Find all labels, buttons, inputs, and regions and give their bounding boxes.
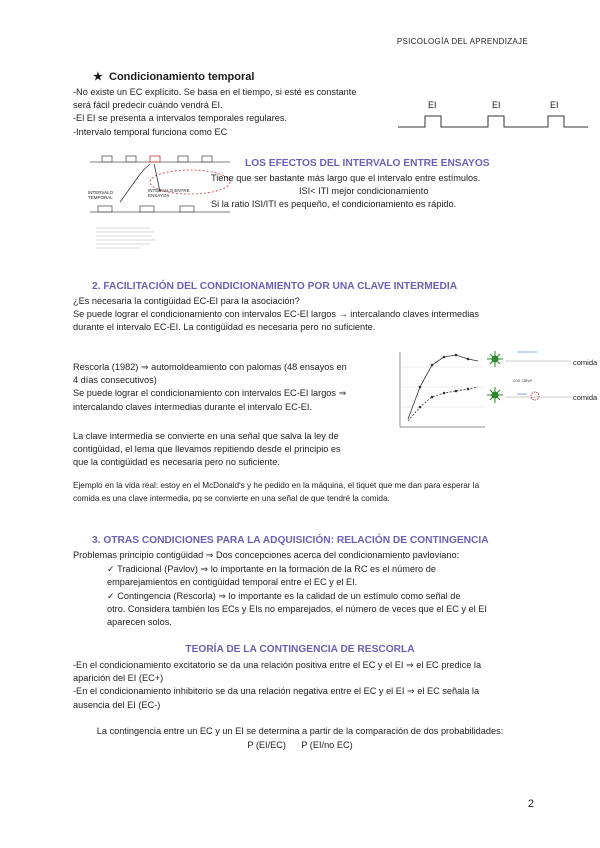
text-line: Rescorla (1982) ⇒ automoldeamiento con palomas (48 ensayos en bbox=[73, 362, 347, 372]
ei-timeline-diagram bbox=[398, 100, 588, 130]
ei-label: EI bbox=[492, 100, 501, 110]
text-line: que la contigüidad es necesaria pero no suficiente. bbox=[73, 457, 280, 468]
clave-body bbox=[73, 430, 383, 470]
text-line: será fácil predecir cuándo vendrá EI. bbox=[73, 100, 223, 111]
running-header: PSICOLOGÍA DEL APRENDIZAJE bbox=[396, 37, 528, 46]
food-label: comida bbox=[573, 358, 598, 367]
starburst-icon-top bbox=[487, 351, 503, 367]
figure-label-right: INTERVALO ENTRE ENSAYOS bbox=[148, 188, 190, 198]
text-line: Se puede lograr el condicionamiento con intervalos EC-EI largos → intercalando claves intermedias bbox=[73, 309, 479, 320]
text-line: -El EI se presenta a intervalos temporales regulares. bbox=[73, 113, 287, 124]
page-number: 2 bbox=[527, 798, 534, 810]
text-line: emparejamientos en contigüidad temporal entre el EC y el EI. bbox=[107, 577, 358, 588]
text-line: -En el condicionamiento inhibitorio se da una relación negativa entre el EC y el EI ⇒ el EC señala la bbox=[73, 686, 480, 697]
probabilities: P (EI/EC) P (EI/no EC) bbox=[247, 740, 353, 750]
efectos-title: LOS EFECTOS DEL INTERVALO ENTRE ENSAYOS bbox=[245, 158, 490, 169]
text-line: -En el condicionamiento excitatorio se da una relación positiva entre el EC y el EI ⇒ el EC predice la bbox=[73, 660, 482, 670]
text-line: Tiene que ser bastante más largo que el intervalo entre estímulos. bbox=[211, 173, 481, 183]
facilitacion-title: 2. FACILITACIÓN DEL CONDICIONAMIENTO POR UNA CLAVE INTERMEDIA bbox=[92, 281, 458, 292]
text-line: ✓ Tradicional (Pavlov) ⇒ lo importante en la formación de la RC es el número de bbox=[107, 564, 436, 574]
text-line: otro. Considera también los ECs y EIs no emparejados, el número de veces que el EC y el EI bbox=[107, 604, 487, 615]
diagram-caption: con clave bbox=[513, 378, 533, 383]
contingency-sentence: La contingencia entre un EC y un EI se determina a partir de la comparación de dos probabilidades: bbox=[96, 726, 504, 736]
text-line: Si la ratio ISI/ITI es pequeño, el condicionamiento es rápido. bbox=[211, 199, 457, 210]
text-line: Ejemplo en la vida real: estoy en el McDonald's y he pedido en la máquina, el tiquet que me dan para esperar la bbox=[73, 481, 480, 490]
temporal-body bbox=[73, 86, 393, 139]
ei-label: EI bbox=[550, 100, 559, 110]
text-line: aparecen solos. bbox=[107, 617, 172, 628]
otras-item-contingencia bbox=[107, 590, 537, 630]
text-line: 4 días consecutivos) bbox=[73, 375, 157, 386]
text-line: ausencia del EI (EC-) bbox=[73, 699, 161, 710]
food-label: comida bbox=[573, 393, 598, 402]
text-line: ✓ Contingencia (Rescorla) ⇒ lo importante es la calidad de un estímulo como señal de bbox=[107, 591, 461, 601]
text-line: durante el intervalo EC-EI. La contigüidad es necesaria pero no suficiente. bbox=[73, 322, 376, 333]
text-line: intercalando claves intermedias durante el intervalo EC-EI. bbox=[73, 401, 312, 412]
facilitacion-body bbox=[73, 295, 543, 335]
clave-diagram bbox=[487, 347, 599, 407]
otras-intro: Problemas principio contigüidad ⇒ Dos concepciones acerca del condicionamiento pavloviano: bbox=[73, 550, 460, 560]
rescorla-graph-svg bbox=[390, 347, 490, 442]
text-line: aparición del EI (EC+) bbox=[73, 673, 164, 684]
text-line: Se puede lograr el condicionamiento con intervalos EC-EI largos ⇒ bbox=[73, 388, 347, 399]
otras-item-tradicional bbox=[107, 563, 537, 589]
text-line: -No existe un EC explícito. Se basa en el tiempo, si esté es constante bbox=[73, 87, 357, 97]
text-line: ¿Es necesaria la contigüidad EC-EI para la asociación? bbox=[73, 296, 300, 306]
rescorla-body bbox=[73, 361, 383, 414]
section-title-temporal bbox=[93, 70, 254, 83]
text-line: -Intervalo temporal funciona como EC bbox=[73, 126, 228, 137]
rescorla-graph-figure bbox=[390, 347, 490, 442]
star-icon: ★ bbox=[93, 71, 103, 83]
text-line: La clave intermedia se convierte en una señal que salva la ley de bbox=[73, 431, 339, 441]
teoria-body bbox=[73, 659, 553, 712]
ei-timeline-svg bbox=[398, 110, 588, 130]
text-line: contigüidad, el lema que llevamos repitiendo desde el principio es bbox=[73, 444, 341, 455]
teoria-title: TEORÍA DE LA CONTINGENCIA DE RESCORLA bbox=[185, 644, 415, 655]
figure-label-left: INTERVALO TEMPORAL bbox=[88, 190, 114, 200]
example-body bbox=[73, 479, 553, 505]
text-line: comida es una clave intermedia, pq se convierte en una señal de que tendré la comida. bbox=[73, 494, 390, 503]
otras-title: 3. OTRAS CONDICIONES PARA LA ADQUISICIÓN: RELACIÓN DE CONTINGENCIA bbox=[92, 535, 489, 546]
text-line: ISI< ITI mejor condicionamiento bbox=[299, 186, 429, 197]
ei-label: EI bbox=[428, 100, 437, 110]
efectos-body bbox=[211, 172, 531, 212]
temporal-title-text: Condicionamiento temporal bbox=[109, 71, 255, 83]
starburst-icon-bottom bbox=[487, 387, 503, 403]
